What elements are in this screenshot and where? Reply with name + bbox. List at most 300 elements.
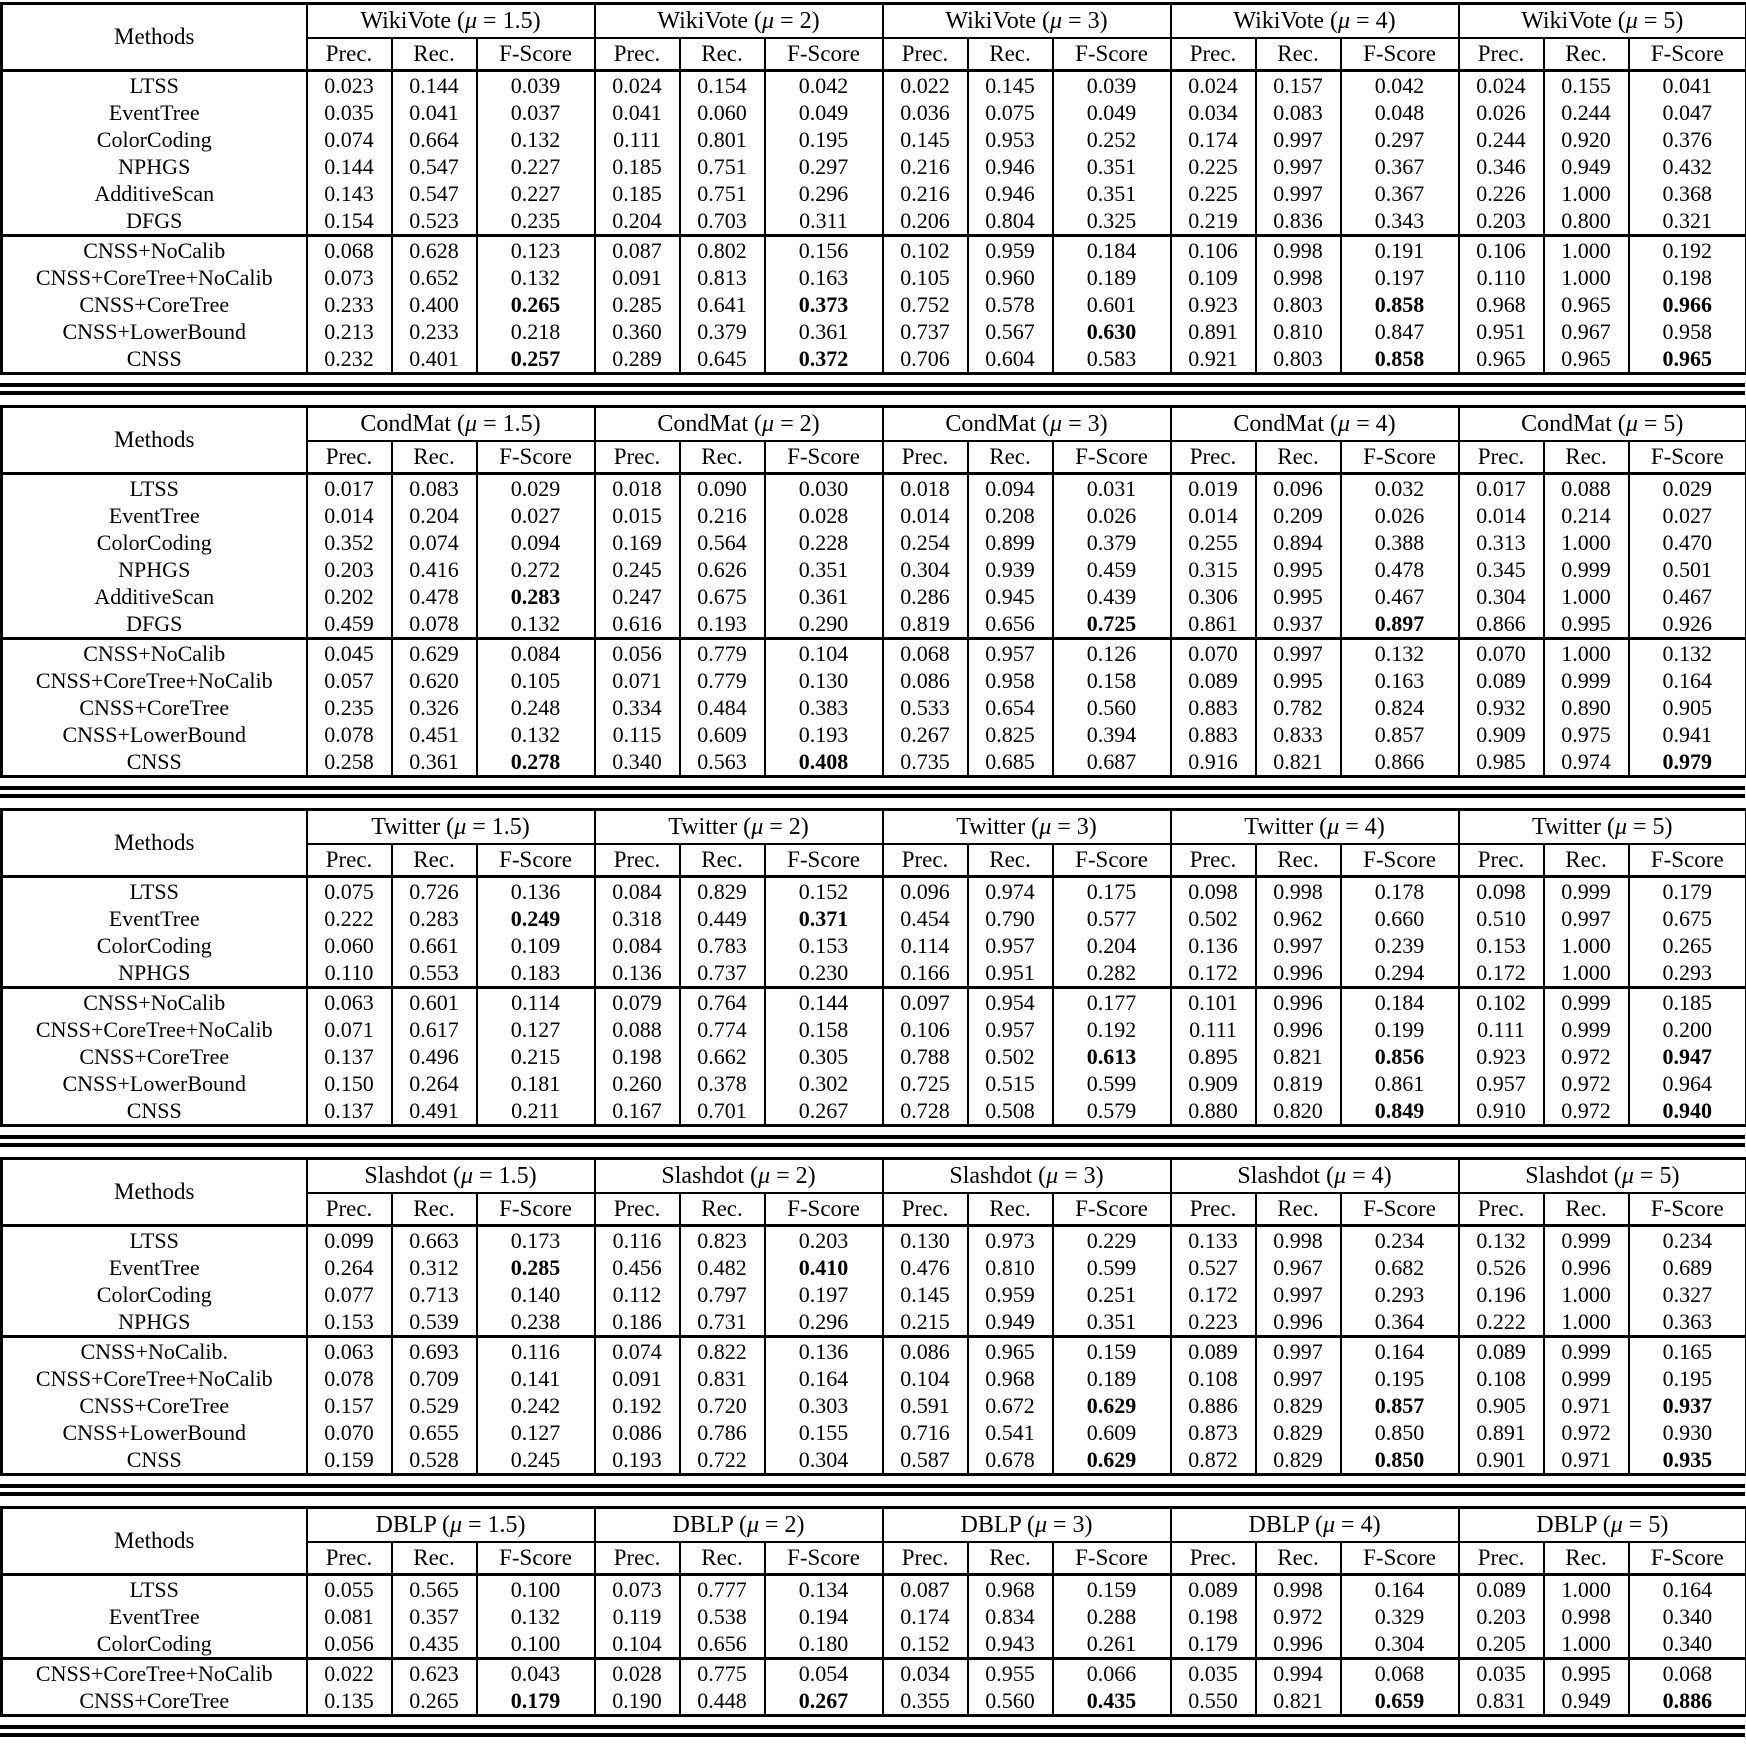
value-cell: 0.213 — [307, 318, 392, 345]
subheader-rec: Rec. — [968, 1542, 1053, 1575]
value-cell: 0.774 — [680, 1016, 765, 1043]
value-cell: 0.351 — [765, 556, 883, 583]
method-cell: NPHGS — [2, 1308, 307, 1337]
value-cell: 0.340 — [1629, 1630, 1746, 1659]
value-cell: 0.056 — [595, 639, 680, 668]
value-cell: 0.048 — [1341, 99, 1459, 126]
method-cell: CNSS+LowerBound — [2, 318, 307, 345]
value-cell: 0.971 — [1544, 1392, 1629, 1419]
value-cell: 0.219 — [1171, 207, 1256, 236]
value-cell: 0.192 — [1053, 1016, 1171, 1043]
value-cell: 0.872 — [1171, 1446, 1256, 1475]
method-cell: CNSS+LowerBound — [2, 1419, 307, 1446]
value-cell: 0.105 — [477, 667, 595, 694]
subheader-prec: Prec. — [1459, 844, 1544, 877]
value-cell: 0.973 — [968, 1226, 1053, 1255]
value-cell: 0.283 — [477, 583, 595, 610]
table-row — [2, 1016, 1746, 1043]
value-cell: 0.609 — [1053, 1419, 1171, 1446]
value-cell: 0.028 — [595, 1659, 680, 1688]
method-cell: CNSS+CoreTree — [2, 1392, 307, 1419]
subheader-fscore: F-Score — [1341, 441, 1459, 474]
table-body — [2, 71, 1746, 374]
value-cell: 0.297 — [765, 153, 883, 180]
value-cell: 0.995 — [1544, 610, 1629, 639]
value-cell: 0.682 — [1341, 1254, 1459, 1281]
value-cell: 0.435 — [1053, 1687, 1171, 1716]
table-row — [2, 99, 1746, 126]
value-cell: 0.089 — [1171, 1575, 1256, 1604]
value-cell: 0.199 — [1341, 1016, 1459, 1043]
table-row — [2, 264, 1746, 291]
value-cell: 0.965 — [1544, 345, 1629, 374]
value-cell: 0.340 — [1629, 1603, 1746, 1630]
value-cell: 0.026 — [1459, 99, 1544, 126]
value-cell: 0.084 — [595, 932, 680, 959]
subheader-rec: Rec. — [1256, 38, 1341, 71]
value-cell: 0.966 — [1629, 291, 1746, 318]
value-cell: 0.664 — [392, 126, 477, 153]
value-cell: 0.345 — [1459, 556, 1544, 583]
value-cell: 0.709 — [392, 1365, 477, 1392]
subheader-rec: Rec. — [1544, 844, 1629, 877]
table-row — [2, 207, 1746, 236]
method-cell: DFGS — [2, 207, 307, 236]
value-cell: 0.116 — [595, 1226, 680, 1255]
value-cell: 0.197 — [1341, 264, 1459, 291]
value-cell: 0.751 — [680, 180, 765, 207]
value-cell: 0.296 — [765, 180, 883, 207]
value-cell: 0.972 — [1544, 1070, 1629, 1097]
method-cell: LTSS — [2, 474, 307, 503]
value-cell: 0.998 — [1256, 236, 1341, 265]
method-cell: EventTree — [2, 905, 307, 932]
value-cell: 0.225 — [1171, 180, 1256, 207]
subheader-prec: Prec. — [1171, 844, 1256, 877]
value-cell: 0.996 — [1256, 988, 1341, 1017]
value-cell: 0.234 — [1629, 1226, 1746, 1255]
value-cell: 0.383 — [765, 694, 883, 721]
value-cell: 0.601 — [1053, 291, 1171, 318]
value-cell: 0.829 — [680, 877, 765, 906]
value-cell: 0.068 — [1341, 1659, 1459, 1688]
value-cell: 0.098 — [1459, 877, 1544, 906]
value-cell: 0.675 — [1629, 905, 1746, 932]
value-cell: 0.039 — [477, 71, 595, 100]
value-cell: 0.104 — [883, 1365, 968, 1392]
value-cell: 0.630 — [1053, 318, 1171, 345]
value-cell: 0.191 — [1341, 236, 1459, 265]
value-cell: 0.579 — [1053, 1097, 1171, 1126]
value-cell: 0.179 — [1629, 877, 1746, 906]
value-cell: 0.997 — [1256, 126, 1341, 153]
value-cell: 0.068 — [883, 639, 968, 668]
value-cell: 0.218 — [477, 318, 595, 345]
value-cell: 0.248 — [477, 694, 595, 721]
value-cell: 0.687 — [1053, 748, 1171, 777]
method-cell: NPHGS — [2, 153, 307, 180]
value-cell: 0.722 — [680, 1446, 765, 1475]
value-cell: 0.890 — [1544, 694, 1629, 721]
value-cell: 0.949 — [1544, 153, 1629, 180]
value-cell: 0.364 — [1341, 1308, 1459, 1337]
value-cell: 0.288 — [1053, 1603, 1171, 1630]
value-cell: 0.018 — [883, 474, 968, 503]
value-cell: 0.786 — [680, 1419, 765, 1446]
subheader-prec: Prec. — [1171, 1542, 1256, 1575]
value-cell: 0.689 — [1629, 1254, 1746, 1281]
table-row — [2, 694, 1746, 721]
value-cell: 0.476 — [883, 1254, 968, 1281]
value-cell: 0.179 — [477, 1687, 595, 1716]
value-cell: 0.293 — [1629, 959, 1746, 988]
value-cell: 0.541 — [968, 1419, 1053, 1446]
subheader-rec: Rec. — [968, 1193, 1053, 1226]
value-cell: 0.957 — [968, 932, 1053, 959]
value-cell: 0.026 — [1341, 502, 1459, 529]
subheader-rec: Rec. — [680, 1542, 765, 1575]
value-cell: 0.502 — [1171, 905, 1256, 932]
subheader-prec: Prec. — [307, 441, 392, 474]
value-cell: 0.223 — [1171, 1308, 1256, 1337]
value-cell: 0.073 — [307, 264, 392, 291]
subheader-fscore: F-Score — [1341, 1542, 1459, 1575]
value-cell: 0.617 — [392, 1016, 477, 1043]
method-cell: AdditiveScan — [2, 180, 307, 207]
value-cell: 0.136 — [595, 959, 680, 988]
header-row-groups — [2, 4, 1746, 39]
value-cell: 0.154 — [680, 71, 765, 100]
subheader-rec: Rec. — [392, 441, 477, 474]
value-cell: 0.192 — [595, 1392, 680, 1419]
value-cell: 0.063 — [307, 1337, 392, 1366]
group-header: DBLP (μ = 1.5) — [307, 1508, 595, 1543]
value-cell: 0.866 — [1341, 748, 1459, 777]
value-cell: 0.090 — [680, 474, 765, 503]
value-cell: 0.502 — [968, 1043, 1053, 1070]
value-cell: 0.623 — [392, 1659, 477, 1688]
value-cell: 0.810 — [1256, 318, 1341, 345]
value-cell: 0.435 — [392, 1630, 477, 1659]
value-cell: 0.394 — [1053, 721, 1171, 748]
value-cell: 0.662 — [680, 1043, 765, 1070]
value-cell: 0.829 — [1256, 1419, 1341, 1446]
value-cell: 0.678 — [968, 1446, 1053, 1475]
value-cell: 0.560 — [1053, 694, 1171, 721]
value-cell: 0.132 — [477, 1603, 595, 1630]
value-cell: 0.109 — [477, 932, 595, 959]
value-cell: 0.297 — [1341, 126, 1459, 153]
value-cell: 0.194 — [765, 1603, 883, 1630]
value-cell: 0.189 — [1053, 264, 1171, 291]
value-cell: 0.367 — [1341, 153, 1459, 180]
value-cell: 0.039 — [1053, 71, 1171, 100]
table-header — [2, 407, 1746, 474]
value-cell: 0.179 — [1171, 1630, 1256, 1659]
value-cell: 0.886 — [1171, 1392, 1256, 1419]
value-cell: 0.823 — [680, 1226, 765, 1255]
value-cell: 0.926 — [1629, 610, 1746, 639]
value-cell: 0.099 — [307, 1226, 392, 1255]
value-cell: 0.079 — [595, 988, 680, 1017]
value-cell: 0.159 — [1053, 1337, 1171, 1366]
value-cell: 0.563 — [680, 748, 765, 777]
value-cell: 0.951 — [968, 959, 1053, 988]
value-cell: 0.255 — [1171, 529, 1256, 556]
value-cell: 0.145 — [883, 126, 968, 153]
value-cell: 0.467 — [1629, 583, 1746, 610]
value-cell: 0.999 — [1544, 1226, 1629, 1255]
table-row — [2, 959, 1746, 988]
value-cell: 0.252 — [1053, 126, 1171, 153]
value-cell: 0.491 — [392, 1097, 477, 1126]
value-cell: 0.962 — [1256, 905, 1341, 932]
value-cell: 0.599 — [1053, 1254, 1171, 1281]
table-row — [2, 126, 1746, 153]
value-cell: 0.264 — [307, 1254, 392, 1281]
value-cell: 0.267 — [765, 1687, 883, 1716]
value-cell: 0.163 — [1341, 667, 1459, 694]
value-cell: 0.265 — [1629, 932, 1746, 959]
value-cell: 0.042 — [1341, 71, 1459, 100]
method-cell: CNSS — [2, 345, 307, 374]
value-cell: 1.000 — [1544, 1630, 1629, 1659]
value-cell: 0.974 — [1544, 748, 1629, 777]
value-cell: 0.996 — [1256, 1016, 1341, 1043]
method-cell: AdditiveScan — [2, 583, 307, 610]
subheader-prec: Prec. — [1171, 1193, 1256, 1226]
value-cell: 0.958 — [968, 667, 1053, 694]
value-cell: 0.355 — [883, 1687, 968, 1716]
value-cell: 0.432 — [1629, 153, 1746, 180]
method-cell: NPHGS — [2, 959, 307, 988]
value-cell: 0.202 — [307, 583, 392, 610]
value-cell: 0.821 — [1256, 1687, 1341, 1716]
value-cell: 0.968 — [1459, 291, 1544, 318]
value-cell: 0.155 — [765, 1419, 883, 1446]
value-cell: 0.110 — [307, 959, 392, 988]
value-cell: 0.289 — [595, 345, 680, 374]
value-cell: 0.361 — [392, 748, 477, 777]
table-row — [2, 877, 1746, 906]
group-header: Slashdot (μ = 1.5) — [307, 1159, 595, 1194]
value-cell: 0.515 — [968, 1070, 1053, 1097]
value-cell: 0.027 — [1629, 502, 1746, 529]
value-cell: 0.043 — [477, 1659, 595, 1688]
table-row — [2, 180, 1746, 207]
value-cell: 0.550 — [1171, 1687, 1256, 1716]
value-cell: 0.577 — [1053, 905, 1171, 932]
value-cell: 0.363 — [1629, 1308, 1746, 1337]
value-cell: 0.075 — [307, 877, 392, 906]
value-cell: 0.096 — [1256, 474, 1341, 503]
value-cell: 0.208 — [968, 502, 1053, 529]
value-cell: 0.193 — [680, 610, 765, 639]
value-cell: 0.905 — [1459, 1392, 1544, 1419]
value-cell: 0.484 — [680, 694, 765, 721]
value-cell: 0.144 — [307, 153, 392, 180]
value-cell: 0.953 — [968, 126, 1053, 153]
value-cell: 0.346 — [1459, 153, 1544, 180]
value-cell: 0.449 — [680, 905, 765, 932]
value-cell: 0.245 — [477, 1446, 595, 1475]
method-cell: LTSS — [2, 1226, 307, 1255]
value-cell: 0.800 — [1544, 207, 1629, 236]
value-cell: 0.937 — [1629, 1392, 1746, 1419]
value-cell: 0.401 — [392, 345, 477, 374]
table-separator-rule — [0, 786, 1745, 798]
value-cell: 0.629 — [1053, 1446, 1171, 1475]
value-cell: 0.183 — [477, 959, 595, 988]
value-cell: 0.293 — [1341, 1281, 1459, 1308]
value-cell: 0.152 — [765, 877, 883, 906]
value-cell: 0.112 — [595, 1281, 680, 1308]
value-cell: 0.379 — [680, 318, 765, 345]
value-cell: 0.967 — [1544, 318, 1629, 345]
value-cell: 0.014 — [883, 502, 968, 529]
results-table-slashdot — [0, 1157, 1746, 1476]
value-cell: 0.831 — [680, 1365, 765, 1392]
value-cell: 0.132 — [477, 610, 595, 639]
value-cell: 0.510 — [1459, 905, 1544, 932]
value-cell: 0.318 — [595, 905, 680, 932]
value-cell: 0.140 — [477, 1281, 595, 1308]
value-cell: 0.965 — [968, 1337, 1053, 1366]
value-cell: 0.899 — [968, 529, 1053, 556]
table-row — [2, 529, 1746, 556]
value-cell: 0.999 — [1544, 556, 1629, 583]
table-row — [2, 610, 1746, 639]
value-cell: 0.567 — [968, 318, 1053, 345]
value-cell: 0.286 — [883, 583, 968, 610]
value-cell: 0.228 — [765, 529, 883, 556]
value-cell: 0.578 — [968, 291, 1053, 318]
value-cell: 0.861 — [1341, 1070, 1459, 1097]
value-cell: 0.305 — [765, 1043, 883, 1070]
value-cell: 0.994 — [1256, 1659, 1341, 1688]
table-row — [2, 1097, 1746, 1126]
value-cell: 0.198 — [1171, 1603, 1256, 1630]
value-cell: 0.089 — [1459, 1337, 1544, 1366]
value-cell: 0.290 — [765, 610, 883, 639]
value-cell: 0.265 — [392, 1687, 477, 1716]
value-cell: 0.821 — [1256, 748, 1341, 777]
value-cell: 0.186 — [595, 1308, 680, 1337]
value-cell: 0.451 — [392, 721, 477, 748]
value-cell: 0.184 — [1341, 988, 1459, 1017]
value-cell: 0.997 — [1256, 1281, 1341, 1308]
value-cell: 0.056 — [307, 1630, 392, 1659]
value-cell: 0.591 — [883, 1392, 968, 1419]
value-cell: 0.883 — [1171, 694, 1256, 721]
value-cell: 0.940 — [1629, 1097, 1746, 1126]
value-cell: 0.304 — [883, 556, 968, 583]
value-cell: 0.613 — [1053, 1043, 1171, 1070]
value-cell: 0.235 — [307, 694, 392, 721]
subheader-fscore: F-Score — [1629, 1193, 1746, 1226]
subheader-rec: Rec. — [392, 1542, 477, 1575]
value-cell: 0.923 — [1171, 291, 1256, 318]
value-cell: 0.244 — [1544, 99, 1629, 126]
value-cell: 0.045 — [307, 639, 392, 668]
method-cell: CNSS+CoreTree — [2, 291, 307, 318]
value-cell: 0.910 — [1459, 1097, 1544, 1126]
value-cell: 0.132 — [1629, 639, 1746, 668]
value-cell: 0.014 — [1171, 502, 1256, 529]
subheader-fscore: F-Score — [1053, 1542, 1171, 1575]
value-cell: 0.190 — [595, 1687, 680, 1716]
value-cell: 0.996 — [1256, 1630, 1341, 1659]
value-cell: 0.804 — [968, 207, 1053, 236]
table-row — [2, 556, 1746, 583]
value-cell: 0.175 — [1053, 877, 1171, 906]
table-row — [2, 932, 1746, 959]
value-cell: 0.233 — [392, 318, 477, 345]
value-cell: 0.790 — [968, 905, 1053, 932]
value-cell: 0.999 — [1544, 1365, 1629, 1392]
value-cell: 0.165 — [1629, 1337, 1746, 1366]
value-cell: 0.143 — [307, 180, 392, 207]
value-cell: 0.995 — [1256, 583, 1341, 610]
value-cell: 0.257 — [477, 345, 595, 374]
value-cell: 0.106 — [1459, 236, 1544, 265]
value-cell: 0.819 — [883, 610, 968, 639]
value-cell: 0.089 — [1171, 667, 1256, 694]
value-cell: 0.108 — [1459, 1365, 1544, 1392]
value-cell: 0.957 — [968, 639, 1053, 668]
value-cell: 0.949 — [1544, 1687, 1629, 1716]
value-cell: 0.166 — [883, 959, 968, 988]
group-header: Slashdot (μ = 4) — [1171, 1159, 1459, 1194]
method-cell: CNSS — [2, 1446, 307, 1475]
value-cell: 0.278 — [477, 748, 595, 777]
value-cell: 0.254 — [883, 529, 968, 556]
value-cell: 0.894 — [1256, 529, 1341, 556]
value-cell: 0.145 — [883, 1281, 968, 1308]
value-cell: 0.173 — [477, 1226, 595, 1255]
value-cell: 0.340 — [595, 748, 680, 777]
value-cell: 0.235 — [477, 207, 595, 236]
table-header — [2, 1508, 1746, 1575]
table-row — [2, 1687, 1746, 1716]
value-cell: 0.873 — [1171, 1419, 1256, 1446]
value-cell: 0.258 — [307, 748, 392, 777]
table-header — [2, 1159, 1746, 1226]
value-cell: 0.158 — [1053, 667, 1171, 694]
subheader-rec: Rec. — [680, 844, 765, 877]
value-cell: 0.620 — [392, 667, 477, 694]
value-cell: 0.604 — [968, 345, 1053, 374]
method-cell: CNSS+CoreTree+NoCalib — [2, 1659, 307, 1688]
value-cell: 0.089 — [1171, 1337, 1256, 1366]
subheader-prec: Prec. — [1459, 1542, 1544, 1575]
table-row — [2, 1043, 1746, 1070]
value-cell: 0.193 — [595, 1446, 680, 1475]
value-cell: 0.923 — [1459, 1043, 1544, 1070]
value-cell: 0.106 — [883, 1016, 968, 1043]
value-cell: 0.214 — [1544, 502, 1629, 529]
method-cell: CNSS+NoCalib — [2, 236, 307, 265]
value-cell: 0.939 — [968, 556, 1053, 583]
value-cell: 0.655 — [392, 1419, 477, 1446]
value-cell: 0.312 — [392, 1254, 477, 1281]
value-cell: 0.999 — [1544, 988, 1629, 1017]
value-cell: 0.200 — [1629, 1016, 1746, 1043]
table-row — [2, 748, 1746, 777]
value-cell: 0.102 — [883, 236, 968, 265]
subheader-fscore: F-Score — [477, 1542, 595, 1575]
value-cell: 0.034 — [883, 1659, 968, 1688]
